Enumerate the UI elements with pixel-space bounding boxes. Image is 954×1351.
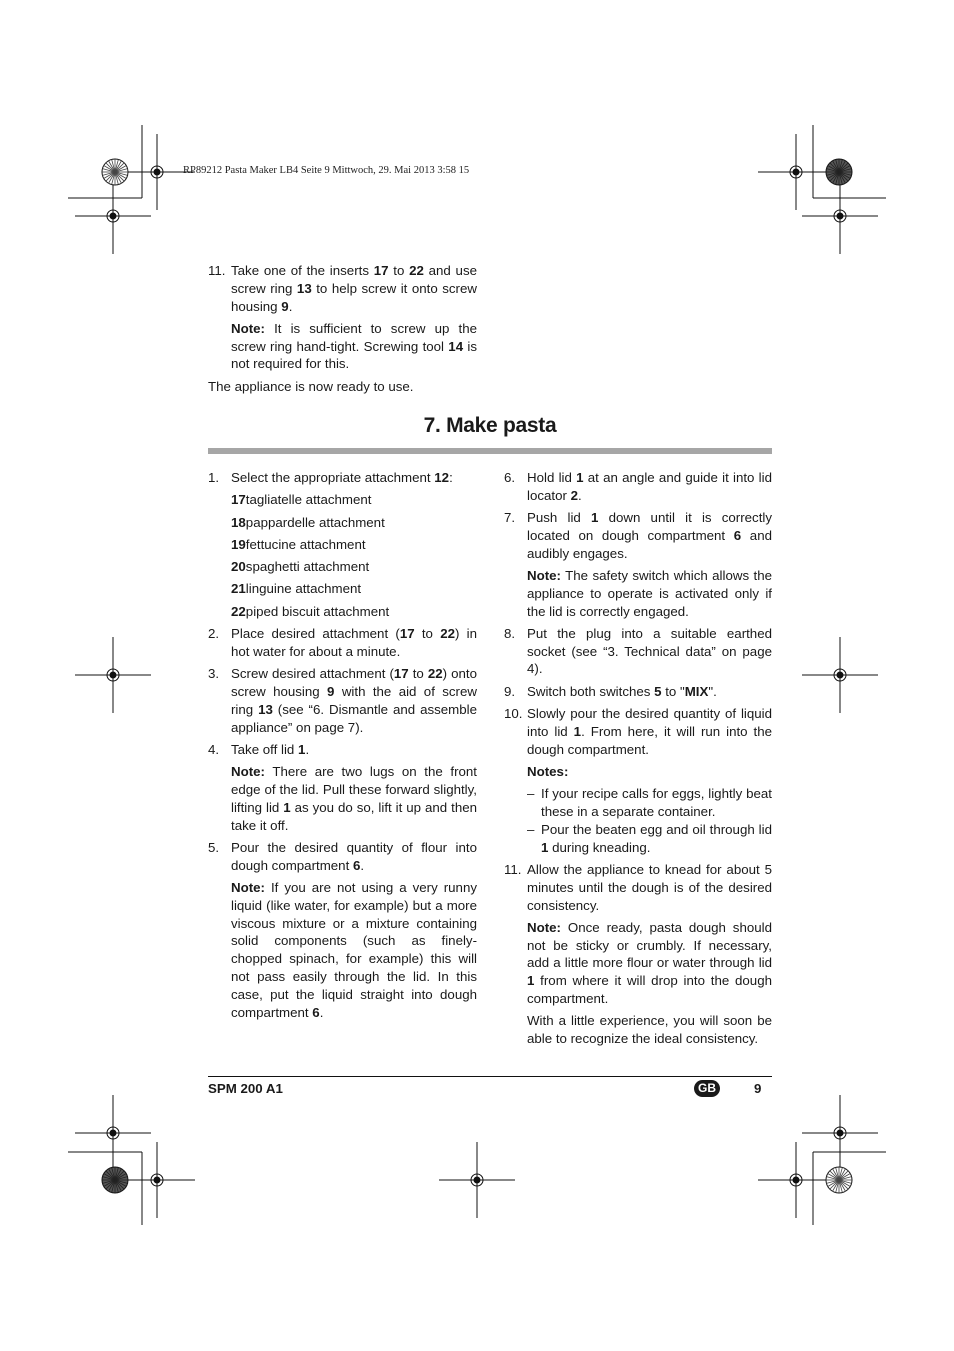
print-header: RP89212 Pasta Maker LB4 Seite 9 Mittwoch, 29. Mai 2013 3:58 15 xyxy=(183,165,470,176)
step-6: 6. Hold lid 1 at an angle and guide it into lid locator 2. xyxy=(504,470,772,503)
attachment-item: 17tagliatelle attachment xyxy=(231,492,372,508)
step-11: 11. Take one of the inserts 17 to 22 and use screw ring 13 to help screw it onto screw housing 9. xyxy=(208,263,477,314)
dash-item: – Pour the beaten egg and oil through lid 1 during kneading. xyxy=(527,821,772,855)
title-rule xyxy=(208,448,772,454)
note: Note: It is sufficient to screw up the screw ring hand-tight. Screwing tool 14 is not required for this. xyxy=(231,320,477,372)
registration-cross-mark xyxy=(439,1142,515,1218)
footer-model: SPM 200 A1 xyxy=(208,1081,283,1096)
registration-cross-mark xyxy=(75,1095,151,1171)
registration-cross-mark xyxy=(75,637,151,713)
registration-rosette-mark xyxy=(826,159,852,185)
step-2: 2. Place desired attachment (17 to 22) in hot water for about a minute. xyxy=(208,626,478,659)
step-4: 4. Take off lid 1. xyxy=(208,741,310,757)
attachment-item: 21linguine attachment xyxy=(231,581,362,597)
attachment-item: 22piped biscuit attachment xyxy=(231,603,390,619)
note: Note: If you are not using a very runny liquid (like water, for example) but a more viscous mixture or a mixture containing solid components (such as finely-chopped spinach, for example) this will not pass easily through the lid. In this case, put the liquid straight into dough compartment 6. xyxy=(231,879,477,1020)
registration-cross-mark xyxy=(802,637,878,713)
dash-item: – If your recipe calls for eggs, lightly beat these in a separate container. xyxy=(527,786,772,820)
attachment-item: 20spaghetti attachment xyxy=(231,559,370,575)
experience-text: With a little experience, you will soon be able to recognize the ideal consistency. xyxy=(527,1013,772,1047)
step-11: 11. Allow the appliance to knead for about 5 minutes until the dough is of the desired consistency. xyxy=(504,861,772,913)
language-badge: GB xyxy=(694,1080,720,1097)
attachment-item: 19fettucine attachment xyxy=(231,536,366,552)
registration-cross-mark xyxy=(75,178,151,254)
footer-rule xyxy=(208,1076,772,1077)
step-5: 5. Pour the desired quantity of flour into dough compartment 6. xyxy=(208,839,477,873)
registration-rosette-mark xyxy=(826,1167,852,1193)
left-column xyxy=(208,469,477,1026)
step-8: 8. Put the plug into a suitable earthed socket (see “3. Technical data” on page 4). xyxy=(504,625,772,677)
registration-cross-mark xyxy=(758,1142,834,1218)
step-10: 10. Slowly pour the desired quantity of liquid into lid 1. From here, it will run into the dough compartment. xyxy=(504,706,772,757)
registration-rosette-mark xyxy=(102,159,128,185)
attachment-item: 18pappardelle attachment xyxy=(231,514,385,530)
note: Note: The safety switch which allows the appliance to operate is activated only if the lid is correctly engaged. xyxy=(527,567,772,619)
note: Note: There are two lugs on the front edge of the lid. Pull these forward slightly, lifting lid 1 as you do so, lift it up and then take it off. xyxy=(231,764,478,833)
ready-text: The appliance is now ready to use. xyxy=(208,378,414,394)
step-1: 1. Select the appropriate attachment 12: xyxy=(208,470,453,485)
top-block xyxy=(208,262,477,400)
step-9: 9. Switch both switches 5 to "MIX". xyxy=(504,683,717,699)
page-number: 9 xyxy=(754,1081,762,1096)
section-title: 7. Make pasta xyxy=(423,414,557,437)
step-3: 3. Screw desired attachment (17 to 22) onto screw housing 9 with the aid of screw ring 13 (see “6. Dismantle and assemble appliance” on page 7). xyxy=(208,666,477,735)
registration-cross-mark xyxy=(119,1142,195,1218)
step-7: 7. Push lid 1 down until it is correctly located on dough compartment 6 and audibly engages. xyxy=(504,510,772,561)
right-column xyxy=(504,469,772,1052)
note: Note: Once ready, pasta dough should not be sticky or crumbly. If necessary, add a little more flour or water through lid 1 from where it will drop into the dough compartment. xyxy=(527,919,772,1007)
notes-label: Notes: xyxy=(527,763,569,779)
registration-rosette-mark xyxy=(102,1167,128,1193)
registration-cross-mark xyxy=(758,134,834,210)
